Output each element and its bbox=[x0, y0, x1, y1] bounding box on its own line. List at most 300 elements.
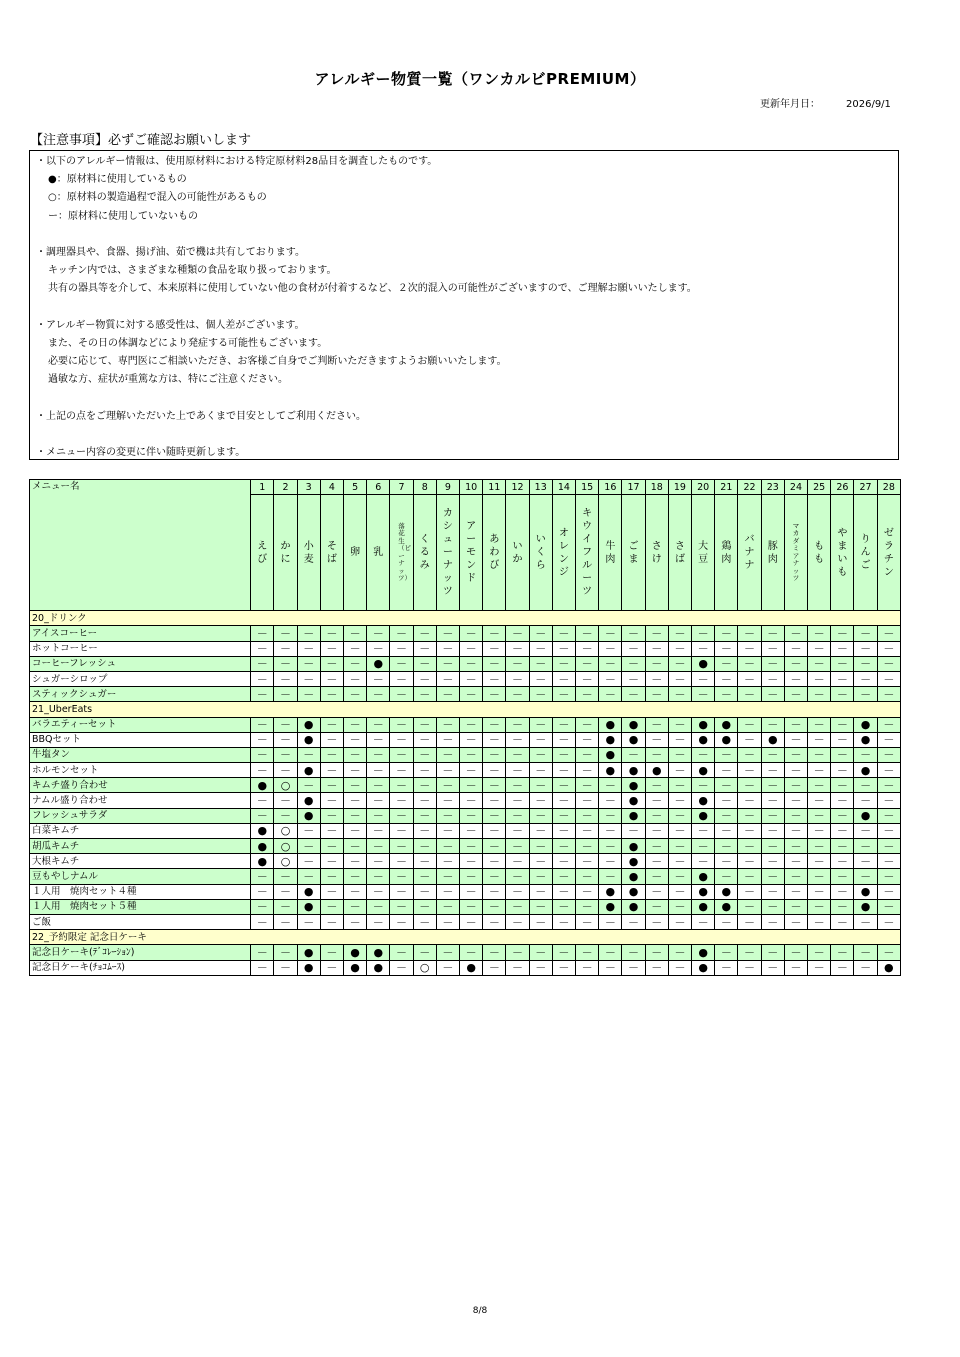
mark-used: ● bbox=[599, 747, 622, 762]
mark-none: － bbox=[460, 778, 483, 793]
mark-none: － bbox=[761, 854, 784, 869]
mark-none: － bbox=[599, 793, 622, 808]
mark-none: － bbox=[854, 869, 877, 884]
mark-none: － bbox=[715, 641, 738, 656]
mark-none: － bbox=[436, 626, 459, 641]
mark-none: － bbox=[808, 839, 831, 854]
mark-used: ● bbox=[645, 763, 668, 778]
mark-none: － bbox=[483, 717, 506, 732]
mark-used: ● bbox=[622, 793, 645, 808]
mark-none: － bbox=[506, 884, 529, 899]
mark-none: － bbox=[692, 641, 715, 656]
mark-none: － bbox=[506, 793, 529, 808]
mark-none: － bbox=[715, 763, 738, 778]
mark-none: － bbox=[460, 793, 483, 808]
mark-none: － bbox=[552, 899, 575, 914]
mark-none: － bbox=[831, 914, 854, 929]
mark-none: － bbox=[483, 914, 506, 929]
mark-none: － bbox=[367, 671, 390, 686]
mark-none: － bbox=[599, 626, 622, 641]
mark-none: － bbox=[715, 778, 738, 793]
mark-none: － bbox=[784, 869, 807, 884]
mark-none: － bbox=[761, 641, 784, 656]
mark-none: － bbox=[645, 717, 668, 732]
allergen-name bbox=[274, 495, 297, 611]
mark-none: － bbox=[645, 945, 668, 960]
mark-none: － bbox=[645, 854, 668, 869]
allergen-name bbox=[761, 495, 784, 611]
mark-none: － bbox=[297, 823, 320, 838]
mark-none: － bbox=[552, 626, 575, 641]
mark-none: － bbox=[668, 854, 691, 869]
menu-name: 記念日ケーキ(ﾁｮｺﾑｰｽ) bbox=[30, 960, 251, 975]
mark-none: － bbox=[738, 839, 761, 854]
notice-line: また、その日の体調などにより発症する可能性もございます。 bbox=[48, 337, 328, 349]
mark-none: － bbox=[877, 671, 900, 686]
mark-none: － bbox=[506, 763, 529, 778]
mark-none: － bbox=[784, 687, 807, 702]
mark-none: － bbox=[831, 854, 854, 869]
mark-none: － bbox=[715, 945, 738, 960]
mark-used: ● bbox=[460, 960, 483, 975]
mark-none: － bbox=[808, 823, 831, 838]
mark-none: － bbox=[784, 945, 807, 960]
mark-none: － bbox=[761, 899, 784, 914]
mark-none: － bbox=[460, 945, 483, 960]
mark-none: － bbox=[390, 641, 413, 656]
mark-none: － bbox=[645, 793, 668, 808]
allergen-name-text: 鶏肉 bbox=[721, 540, 732, 565]
mark-none: － bbox=[692, 687, 715, 702]
mark-none: － bbox=[320, 778, 343, 793]
mark-none: － bbox=[599, 869, 622, 884]
allergen-number: 27 bbox=[854, 480, 877, 495]
mark-none: － bbox=[808, 869, 831, 884]
mark-none: － bbox=[738, 960, 761, 975]
mark-none: － bbox=[761, 823, 784, 838]
mark-none: － bbox=[413, 687, 436, 702]
mark-none: － bbox=[808, 717, 831, 732]
mark-none: － bbox=[761, 960, 784, 975]
mark-none: － bbox=[645, 839, 668, 854]
notice-blank-line bbox=[36, 226, 892, 244]
allergen-number: 6 bbox=[367, 480, 390, 495]
mark-none: － bbox=[483, 869, 506, 884]
allergen-number: 25 bbox=[808, 480, 831, 495]
mark-none: － bbox=[668, 808, 691, 823]
mark-none: － bbox=[413, 763, 436, 778]
update-date-label: 更新年月日： bbox=[760, 99, 820, 110]
menu-name-header: メニュー名 bbox=[30, 480, 251, 611]
mark-used: ● bbox=[761, 732, 784, 747]
allergen-name bbox=[831, 495, 854, 611]
allergen-number: 22 bbox=[738, 480, 761, 495]
allergen-name-text: マカダミアナッツ bbox=[792, 521, 800, 583]
allergen-name bbox=[599, 495, 622, 611]
mark-none: － bbox=[668, 747, 691, 762]
category-row bbox=[30, 930, 901, 945]
mark-none: － bbox=[320, 732, 343, 747]
mark-none: － bbox=[390, 869, 413, 884]
mark-none: － bbox=[552, 854, 575, 869]
mark-used: ● bbox=[854, 717, 877, 732]
mark-used: ● bbox=[297, 793, 320, 808]
mark-none: － bbox=[645, 884, 668, 899]
mark-used: ● bbox=[692, 717, 715, 732]
mark-used: ● bbox=[692, 884, 715, 899]
mark-none: － bbox=[367, 808, 390, 823]
mark-none: － bbox=[668, 717, 691, 732]
mark-none: － bbox=[297, 687, 320, 702]
mark-none: － bbox=[668, 778, 691, 793]
mark-none: － bbox=[877, 656, 900, 671]
mark-none: － bbox=[436, 899, 459, 914]
mark-none: － bbox=[344, 884, 367, 899]
mark-none: － bbox=[367, 763, 390, 778]
allergen-name bbox=[576, 495, 599, 611]
mark-none: － bbox=[367, 641, 390, 656]
allergen-number: 13 bbox=[529, 480, 552, 495]
table-row bbox=[30, 808, 901, 823]
mark-none: － bbox=[877, 763, 900, 778]
mark-none: － bbox=[251, 808, 274, 823]
mark-none: － bbox=[738, 732, 761, 747]
mark-none: － bbox=[576, 763, 599, 778]
mark-none: － bbox=[715, 808, 738, 823]
allergen-name-text: 落花生（ピーナッツ） bbox=[398, 521, 411, 583]
allergen-name-text: アーモンド bbox=[466, 521, 477, 585]
allergen-name bbox=[692, 495, 715, 611]
allergen-number: 24 bbox=[784, 480, 807, 495]
allergen-name bbox=[529, 495, 552, 611]
mark-none: － bbox=[668, 960, 691, 975]
mark-none: － bbox=[552, 641, 575, 656]
mark-none: － bbox=[854, 671, 877, 686]
mark-none: － bbox=[784, 671, 807, 686]
mark-none: － bbox=[576, 641, 599, 656]
notice-line: ・アレルギー物質に対する感受性は、個人差がございます。 bbox=[36, 319, 305, 331]
mark-none: － bbox=[274, 793, 297, 808]
mark-none: － bbox=[877, 747, 900, 762]
mark-none: － bbox=[692, 914, 715, 929]
mark-none: － bbox=[738, 808, 761, 823]
page-number: 8/8 bbox=[472, 1306, 488, 1316]
mark-used: ● bbox=[297, 945, 320, 960]
mark-none: － bbox=[529, 839, 552, 854]
mark-used: ● bbox=[692, 656, 715, 671]
menu-name: ナムル盛り合わせ bbox=[30, 793, 251, 808]
mark-none: － bbox=[808, 899, 831, 914]
mark-none: － bbox=[668, 914, 691, 929]
mark-none: － bbox=[529, 808, 552, 823]
mark-none: － bbox=[831, 945, 854, 960]
mark-none: － bbox=[506, 626, 529, 641]
allergen-number: 12 bbox=[506, 480, 529, 495]
mark-none: － bbox=[460, 641, 483, 656]
mark-none: － bbox=[436, 945, 459, 960]
mark-none: － bbox=[529, 884, 552, 899]
notice-line: ○：原材料の製造過程で混入の可能性があるもの bbox=[48, 192, 267, 204]
notice-line: ・メニュー内容の変更に伴い随時更新します。 bbox=[36, 447, 246, 458]
mark-used: ● bbox=[251, 778, 274, 793]
category-row bbox=[30, 702, 901, 717]
mark-none: － bbox=[251, 899, 274, 914]
mark-none: － bbox=[297, 914, 320, 929]
mark-none: － bbox=[436, 869, 459, 884]
mark-none: － bbox=[576, 747, 599, 762]
mark-none: － bbox=[576, 960, 599, 975]
mark-used: ● bbox=[692, 960, 715, 975]
mark-used: ● bbox=[692, 793, 715, 808]
allergen-name bbox=[344, 495, 367, 611]
mark-none: － bbox=[251, 869, 274, 884]
mark-none: － bbox=[344, 899, 367, 914]
mark-none: － bbox=[344, 687, 367, 702]
mark-none: － bbox=[576, 687, 599, 702]
mark-none: － bbox=[529, 793, 552, 808]
mark-none: － bbox=[413, 717, 436, 732]
mark-used: ● bbox=[251, 854, 274, 869]
mark-none: － bbox=[854, 793, 877, 808]
notice-blank-line bbox=[36, 389, 892, 407]
mark-none: － bbox=[529, 717, 552, 732]
mark-none: － bbox=[460, 671, 483, 686]
mark-none: － bbox=[692, 854, 715, 869]
menu-name: スティックシュガー bbox=[30, 687, 251, 702]
mark-none: － bbox=[738, 656, 761, 671]
mark-none: － bbox=[738, 778, 761, 793]
allergen-name-text: キウイフルーツ bbox=[582, 508, 593, 598]
mark-none: － bbox=[808, 960, 831, 975]
mark-none: － bbox=[738, 626, 761, 641]
mark-none: － bbox=[344, 747, 367, 762]
table-row bbox=[30, 914, 901, 929]
mark-none: － bbox=[367, 626, 390, 641]
menu-name: ホットコーヒー bbox=[30, 641, 251, 656]
mark-none: － bbox=[483, 839, 506, 854]
allergen-number: 9 bbox=[436, 480, 459, 495]
mark-none: － bbox=[808, 914, 831, 929]
table-row bbox=[30, 732, 901, 747]
mark-none: － bbox=[576, 945, 599, 960]
mark-none: － bbox=[460, 808, 483, 823]
allergen-name-text: あわび bbox=[489, 534, 500, 572]
mark-none: － bbox=[390, 671, 413, 686]
mark-none: － bbox=[784, 732, 807, 747]
mark-used: ● bbox=[344, 945, 367, 960]
mark-none: － bbox=[367, 914, 390, 929]
allergen-number: 17 bbox=[622, 480, 645, 495]
allergen-name bbox=[645, 495, 668, 611]
mark-none: － bbox=[413, 732, 436, 747]
allergen-number: 11 bbox=[483, 480, 506, 495]
allergen-name bbox=[251, 495, 274, 611]
mark-none: － bbox=[251, 687, 274, 702]
mark-none: － bbox=[784, 793, 807, 808]
mark-used: ● bbox=[599, 732, 622, 747]
allergen-number: 3 bbox=[297, 480, 320, 495]
mark-none: － bbox=[344, 763, 367, 778]
table-row bbox=[30, 945, 901, 960]
mark-none: － bbox=[761, 914, 784, 929]
allergen-name bbox=[668, 495, 691, 611]
allergen-number: 2 bbox=[274, 480, 297, 495]
mark-none: － bbox=[761, 945, 784, 960]
mark-none: － bbox=[460, 823, 483, 838]
mark-used: ● bbox=[692, 945, 715, 960]
mark-none: － bbox=[552, 778, 575, 793]
mark-none: － bbox=[784, 884, 807, 899]
mark-none: － bbox=[831, 808, 854, 823]
mark-used: ● bbox=[622, 778, 645, 793]
mark-none: － bbox=[552, 656, 575, 671]
mark-none: － bbox=[854, 626, 877, 641]
mark-none: － bbox=[808, 656, 831, 671]
table-row bbox=[30, 656, 901, 671]
allergen-number: 19 bbox=[668, 480, 691, 495]
mark-none: － bbox=[761, 839, 784, 854]
mark-none: － bbox=[390, 854, 413, 869]
allergen-name-text: オレンジ bbox=[558, 527, 569, 578]
mark-none: － bbox=[251, 960, 274, 975]
mark-none: － bbox=[274, 717, 297, 732]
mark-none: － bbox=[251, 747, 274, 762]
mark-none: － bbox=[413, 839, 436, 854]
mark-none: － bbox=[854, 641, 877, 656]
mark-none: － bbox=[645, 914, 668, 929]
menu-name: ご飯 bbox=[30, 914, 251, 929]
mark-none: － bbox=[668, 656, 691, 671]
mark-used: ● bbox=[715, 717, 738, 732]
mark-none: － bbox=[645, 823, 668, 838]
mark-none: － bbox=[320, 808, 343, 823]
mark-none: － bbox=[413, 671, 436, 686]
mark-used: ● bbox=[344, 960, 367, 975]
table-row bbox=[30, 869, 901, 884]
mark-none: － bbox=[390, 839, 413, 854]
mark-none: － bbox=[436, 747, 459, 762]
allergen-table bbox=[29, 479, 901, 976]
mark-none: － bbox=[274, 671, 297, 686]
mark-none: － bbox=[320, 960, 343, 975]
mark-none: － bbox=[483, 656, 506, 671]
mark-none: － bbox=[645, 747, 668, 762]
notice-line: ・調理器具や、食器、揚げ油、茹で機は共有しております。 bbox=[36, 246, 305, 258]
mark-none: － bbox=[645, 656, 668, 671]
mark-none: － bbox=[390, 914, 413, 929]
mark-none: － bbox=[529, 747, 552, 762]
mark-none: － bbox=[761, 626, 784, 641]
mark-none: － bbox=[251, 732, 274, 747]
mark-used: ● bbox=[297, 717, 320, 732]
mark-none: － bbox=[668, 671, 691, 686]
mark-used: ● bbox=[692, 899, 715, 914]
mark-none: － bbox=[436, 914, 459, 929]
mark-none: － bbox=[297, 641, 320, 656]
mark-none: － bbox=[297, 854, 320, 869]
table-row bbox=[30, 793, 901, 808]
mark-none: － bbox=[877, 884, 900, 899]
allergen-name-text: さば bbox=[674, 540, 685, 565]
mark-none: － bbox=[367, 839, 390, 854]
mark-none: － bbox=[738, 914, 761, 929]
mark-none: － bbox=[367, 732, 390, 747]
mark-none: － bbox=[320, 823, 343, 838]
mark-none: － bbox=[877, 687, 900, 702]
mark-none: － bbox=[320, 869, 343, 884]
mark-none: － bbox=[506, 732, 529, 747]
mark-used: ● bbox=[854, 763, 877, 778]
notice-heading: 【注意事項】必ずご確認お願いします bbox=[30, 133, 252, 148]
mark-none: － bbox=[877, 914, 900, 929]
mark-none: － bbox=[344, 778, 367, 793]
mark-none: － bbox=[738, 687, 761, 702]
mark-none: － bbox=[808, 687, 831, 702]
mark-used: ● bbox=[692, 732, 715, 747]
menu-name: 記念日ケーキ(ﾃﾞｺﾚｰｼｮﾝ) bbox=[30, 945, 251, 960]
mark-none: － bbox=[483, 808, 506, 823]
mark-none: － bbox=[784, 747, 807, 762]
mark-none: － bbox=[668, 687, 691, 702]
mark-none: － bbox=[552, 914, 575, 929]
mark-used: ● bbox=[877, 960, 900, 975]
mark-none: － bbox=[552, 869, 575, 884]
mark-possible: ○ bbox=[413, 960, 436, 975]
allergen-name-text: もも bbox=[814, 540, 825, 565]
mark-none: － bbox=[668, 793, 691, 808]
mark-none: － bbox=[576, 839, 599, 854]
mark-none: － bbox=[460, 687, 483, 702]
mark-used: ● bbox=[297, 732, 320, 747]
mark-none: － bbox=[436, 808, 459, 823]
allergen-name bbox=[297, 495, 320, 611]
mark-none: － bbox=[320, 747, 343, 762]
mark-used: ● bbox=[622, 763, 645, 778]
mark-none: － bbox=[436, 960, 459, 975]
mark-none: － bbox=[831, 671, 854, 686]
mark-none: － bbox=[622, 945, 645, 960]
mark-none: － bbox=[297, 778, 320, 793]
menu-name: フレッシュサラダ bbox=[30, 808, 251, 823]
mark-none: － bbox=[808, 854, 831, 869]
mark-none: － bbox=[344, 626, 367, 641]
mark-none: － bbox=[297, 747, 320, 762]
mark-used: ● bbox=[622, 854, 645, 869]
allergen-name bbox=[413, 495, 436, 611]
mark-none: － bbox=[320, 914, 343, 929]
mark-none: － bbox=[390, 717, 413, 732]
mark-none: － bbox=[784, 839, 807, 854]
table-row bbox=[30, 899, 901, 914]
mark-possible: ○ bbox=[274, 823, 297, 838]
allergen-number: 10 bbox=[460, 480, 483, 495]
mark-none: － bbox=[251, 641, 274, 656]
mark-none: － bbox=[390, 793, 413, 808]
mark-none: － bbox=[552, 823, 575, 838]
table-row bbox=[30, 839, 901, 854]
mark-none: － bbox=[808, 747, 831, 762]
mark-none: － bbox=[715, 793, 738, 808]
mark-none: － bbox=[738, 899, 761, 914]
allergen-name-text: 卵 bbox=[350, 547, 361, 559]
mark-none: － bbox=[738, 884, 761, 899]
mark-none: － bbox=[483, 945, 506, 960]
mark-none: － bbox=[552, 671, 575, 686]
mark-none: － bbox=[599, 945, 622, 960]
mark-none: － bbox=[320, 717, 343, 732]
mark-none: － bbox=[645, 869, 668, 884]
mark-none: － bbox=[738, 747, 761, 762]
